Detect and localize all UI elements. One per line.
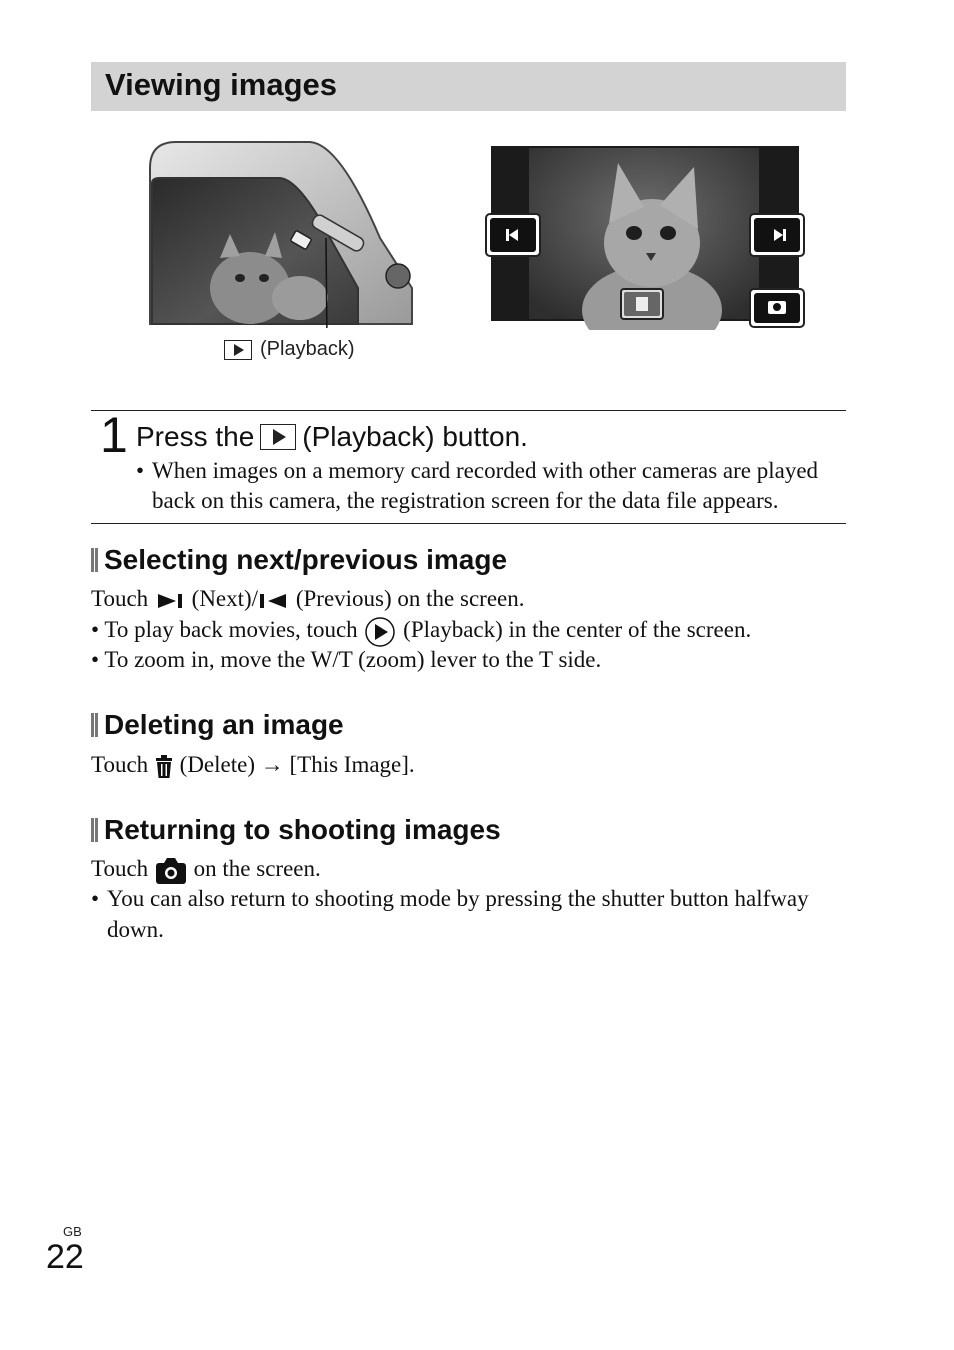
bullet-2-text: To zoom in, move the W/T (zoom) lever to the T side. bbox=[104, 647, 602, 672]
previous-icon bbox=[258, 591, 290, 611]
page-region-label: GB bbox=[63, 1224, 82, 1239]
return-bullet-line-1: You can also return to shooting mode by pressing the shutter button halfway bbox=[107, 886, 809, 911]
section-heading-text: Selecting next/previous image bbox=[104, 544, 508, 575]
step-note-line-2: back on this camera, the registration screen for the data file appears. bbox=[152, 488, 779, 513]
camera-illustration bbox=[140, 138, 420, 328]
trash-icon bbox=[154, 755, 174, 779]
arrow-right-icon: → bbox=[260, 752, 284, 777]
section-heading-return bbox=[91, 814, 501, 846]
section-marker-icon bbox=[91, 548, 98, 572]
return-bullet-line-2: down. bbox=[107, 917, 164, 942]
section-heading-next-previous bbox=[91, 544, 507, 576]
page-number: 22 bbox=[46, 1238, 84, 1276]
step-note-bullet: • bbox=[136, 458, 145, 483]
this-image-label: [This Image]. bbox=[289, 752, 415, 777]
return-text-after: on the screen. bbox=[193, 856, 321, 881]
page-title: Viewing images bbox=[105, 67, 338, 102]
delete-label: (Delete) bbox=[179, 752, 255, 777]
section-marker-icon bbox=[91, 713, 98, 737]
touch-word: Touch bbox=[91, 752, 149, 777]
previous-label: (Previous) on the screen. bbox=[295, 586, 525, 611]
section-heading-text: Returning to shooting images bbox=[104, 814, 501, 845]
playback-caption-text: (Playback) bbox=[260, 338, 355, 360]
section-heading-text: Deleting an image bbox=[104, 709, 344, 740]
playback-button-icon bbox=[260, 424, 296, 450]
circle-playback-icon bbox=[363, 617, 397, 647]
camera-icon bbox=[154, 857, 188, 885]
step-note-line-1: When images on a memory card recorded with other cameras are played bbox=[152, 458, 819, 483]
next-label: (Next)/ bbox=[191, 586, 259, 611]
next-previous-bullet-1 bbox=[91, 615, 751, 647]
step-number: 1 bbox=[100, 407, 128, 463]
next-button-illustration bbox=[750, 214, 804, 256]
step-bottom-rule bbox=[91, 523, 846, 524]
step-top-rule bbox=[91, 410, 846, 411]
section-marker-icon bbox=[91, 818, 98, 842]
bullet-mark: • bbox=[91, 647, 100, 672]
next-previous-instruction bbox=[91, 584, 524, 614]
playback-button-icon bbox=[224, 340, 252, 360]
section-title-bar bbox=[91, 62, 846, 111]
playback-screen-illustration bbox=[484, 145, 809, 330]
touch-word: Touch bbox=[91, 586, 149, 611]
previous-button-illustration bbox=[486, 214, 540, 256]
touch-word: Touch bbox=[91, 856, 149, 881]
step-instruction bbox=[136, 421, 528, 453]
bullet-mark: • bbox=[91, 617, 100, 642]
return-bullet-mark: • bbox=[91, 886, 100, 911]
step-text-before: Press the bbox=[136, 421, 255, 452]
bullet-1-text-after: (Playback) in the center of the screen. bbox=[403, 617, 752, 642]
camera-button-illustration bbox=[750, 289, 804, 327]
return-instruction bbox=[91, 854, 321, 885]
delete-instruction bbox=[91, 750, 415, 780]
playback-caption bbox=[224, 338, 354, 361]
next-icon bbox=[154, 591, 186, 611]
delete-button-illustration bbox=[621, 289, 663, 319]
step-text-after: (Playback) button. bbox=[302, 421, 528, 452]
section-heading-delete bbox=[91, 709, 344, 741]
bullet-1-text-before: To play back movies, touch bbox=[104, 617, 358, 642]
next-previous-bullet-2 bbox=[91, 645, 601, 675]
